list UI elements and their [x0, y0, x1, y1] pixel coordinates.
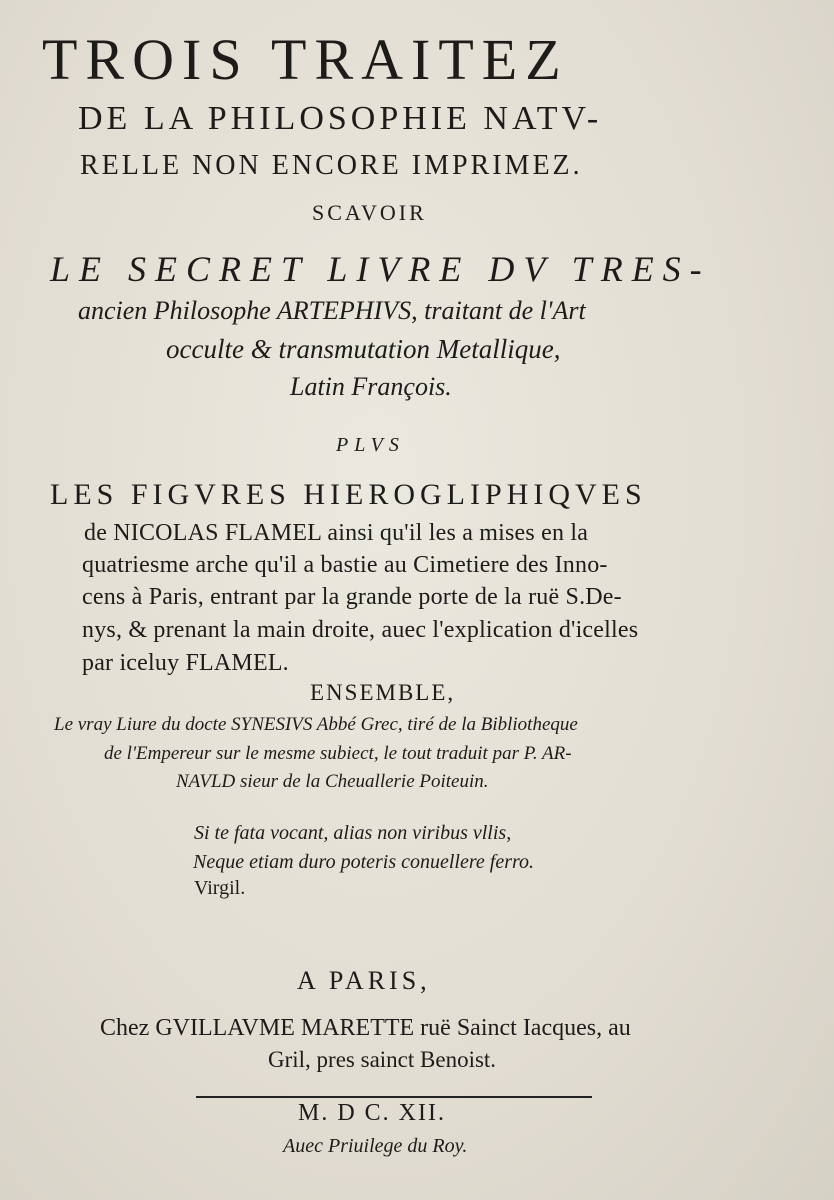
printer-line-1: Chez GVILLAVME MARETTE ruë Sainct Iacques, au: [100, 1015, 631, 1041]
scavoir-heading: SCAVOIR: [312, 200, 427, 225]
imprint-date: M. D C. XII.: [298, 1100, 446, 1126]
plus-heading: PLVS: [336, 434, 405, 456]
flamel-line-2: quatriesme arche qu'il a bastie au Cimetiere des Inno-: [82, 552, 608, 578]
printer-line-2: Gril, pres sainct Benoist.: [268, 1047, 497, 1072]
book-title: TROIS TRAITEZ: [42, 27, 569, 92]
title-line-2: DE LA PHILOSOPHIE NATV-: [78, 100, 603, 137]
ensemble-heading: ENSEMBLE,: [310, 680, 456, 705]
artephius-line-2: occulte & transmutation Metallique,: [166, 334, 561, 364]
privilege-line: Auec Priuilege du Roy.: [283, 1135, 468, 1157]
synesius-line-3: NAVLD sieur de la Cheuallerie Poiteuin.: [176, 771, 489, 792]
divider-rule: [196, 1096, 592, 1098]
flamel-line-3: cens à Paris, entrant par la grande porte de la ruë S.De-: [82, 584, 622, 610]
artephius-line-3: Latin François.: [290, 372, 452, 401]
flamel-line-5: par iceluy FLAMEL.: [82, 650, 289, 676]
flamel-line-4: nys, & prenant la main droite, auec l'explication d'icelles: [82, 617, 639, 643]
artephius-line-1: ancien Philosophe ARTEPHIVS, traitant de l'Art: [78, 296, 586, 325]
title-line-3: RELLE NON ENCORE IMPRIMEZ.: [80, 150, 583, 181]
synesius-line-2: de l'Empereur sur le mesme subiect, le tout traduit par P. AR-: [104, 743, 572, 764]
figures-heading: LES FIGVRES HIEROGLIPHIQVES: [50, 478, 647, 511]
verse-author: Virgil.: [194, 877, 246, 899]
secret-livre-heading: LE SECRET LIVRE DV TRES-: [50, 249, 711, 289]
verse-line-1: Si te fata vocant, alias non viribus vllis,: [194, 822, 512, 844]
flamel-line-1: de NICOLAS FLAMEL ainsi qu'il les a mises en la: [84, 520, 589, 546]
verse-line-2: Neque etiam duro poteris conuellere ferro.: [193, 851, 535, 873]
imprint-place: A PARIS,: [297, 966, 431, 995]
synesius-line-1: Le vray Liure du docte SYNESIVS Abbé Grec, tiré de la Bibliotheque: [54, 714, 578, 735]
